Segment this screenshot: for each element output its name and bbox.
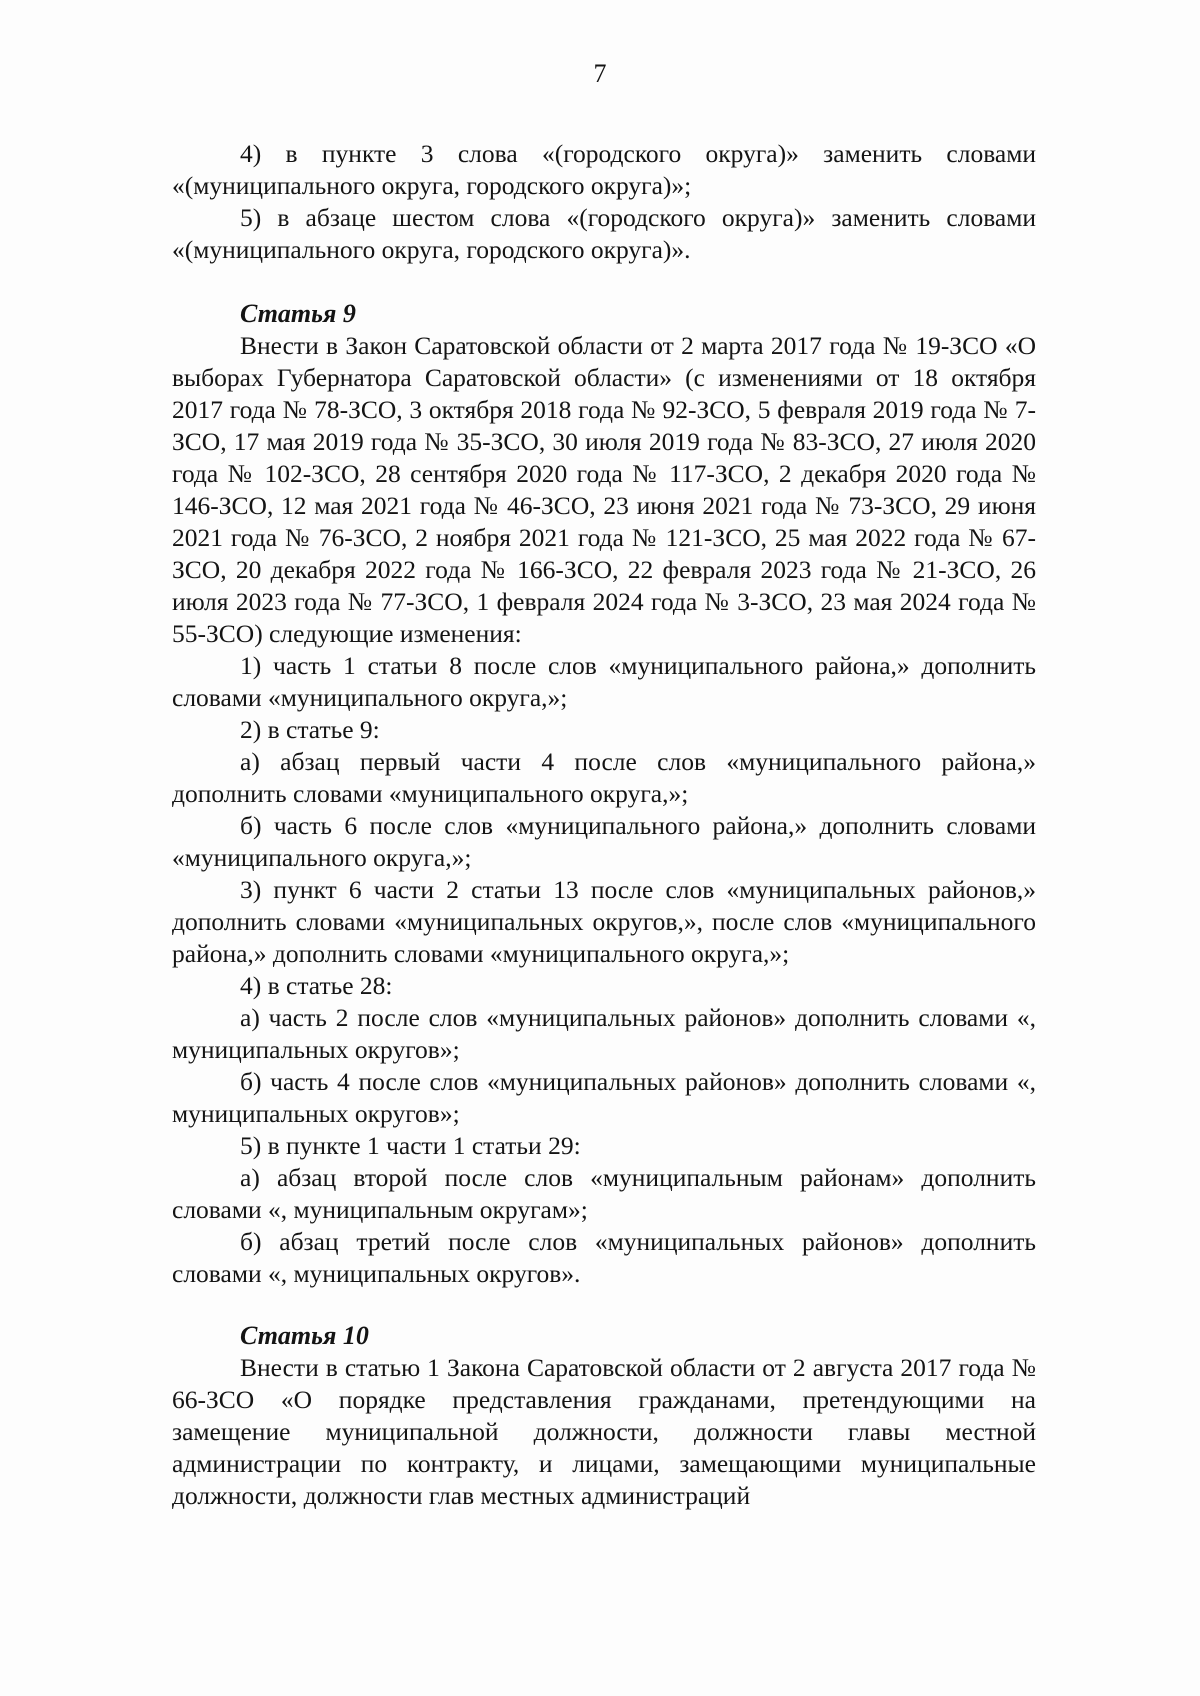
list-item: 5) в пункте 1 части 1 статьи 29: xyxy=(240,1131,581,1160)
list-item: а) часть 2 после слов «муниципальных районов» дополнить словами «, муниципальных округов»; xyxy=(172,1003,1036,1064)
list-item: 2) в статье 9: xyxy=(240,715,380,744)
list-item: б) часть 4 после слов «муниципальных районов» дополнить словами «, муниципальных округов»; xyxy=(172,1067,1036,1128)
spacer xyxy=(172,266,1036,298)
article-10-heading: Статья 10 xyxy=(240,1321,369,1350)
list-item: а) абзац первый части 4 после слов «муниципального района,» дополнить словами «муниципального округа,»; xyxy=(172,747,1036,808)
list-item: 4) в статье 28: xyxy=(240,971,393,1000)
article-10-intro: Внести в статью 1 Закона Саратовской области от 2 августа 2017 года № 66-ЗСО «О порядке представления гражданами, претендующими на замещение муниципальной должности, должности главы местной администрации по контракту, и лицами, замещающими муниципальные должности, должности глав местных администраций xyxy=(172,1353,1036,1510)
article-9-intro: Внести в Закон Саратовской области от 2 марта 2017 года № 19-ЗСО «О выборах Губернатора Саратовской области» (с изменениями от 18 октября 2017 года № 78-ЗСО, 3 октября 2018 года № 92-ЗСО, 5 февраля 2019 года № 7-ЗСО, 17 мая 2019 года № 35-ЗСО, 30 июля 2019 года № 83-ЗСО, 27 июля 2020 года № 102-ЗСО, 28 сентября 2020 года № 117-ЗСО, 2 декабря 2020 года № 146-ЗСО, 12 мая 2021 года № 46-ЗСО, 23 июня 2021 года № 73-ЗСО, 29 июня 2021 года № 76-ЗСО, 2 ноября 2021 года № 121-ЗСО, 25 мая 2022 года № 67-ЗСО, 20 декабря 2022 года № 166-ЗСО, 22 февраля 2023 года № 21-ЗСО, 26 июля 2023 года № 77-ЗСО, 1 февраля 2024 года № 3-ЗСО, 23 мая 2024 года № 55-ЗСО) следующие изменения: xyxy=(172,331,1036,648)
list-item: 1) часть 1 статьи 8 после слов «муниципального района,» дополнить словами «муниципального округа,»; xyxy=(172,651,1036,712)
paragraph: 5) в абзаце шестом слова «(городского округа)» заменить словами «(муниципального округа, городского округа)». xyxy=(172,203,1036,264)
list-item: б) абзац третий после слов «муниципальных районов» дополнить словами «, муниципальных округов». xyxy=(172,1227,1036,1288)
list-item: 3) пункт 6 части 2 статьи 13 после слов «муниципальных районов,» дополнить словами «муниципальных округов,», после слов «муниципального района,» дополнить словами «муниципального округа,»; xyxy=(172,875,1036,968)
document-body xyxy=(172,138,1036,1512)
page-number: 7 xyxy=(593,59,607,88)
list-item: б) часть 6 после слов «муниципального района,» дополнить словами «муниципального округа,»; xyxy=(172,811,1036,872)
article-9-heading: Статья 9 xyxy=(240,299,356,328)
list-item: а) абзац второй после слов «муниципальным районам» дополнить словами «, муниципальным округам»; xyxy=(172,1163,1036,1224)
spacer xyxy=(172,1290,1036,1320)
paragraph: 4) в пункте 3 слова «(городского округа)» заменить словами «(муниципального округа, городского округа)»; xyxy=(172,139,1036,200)
